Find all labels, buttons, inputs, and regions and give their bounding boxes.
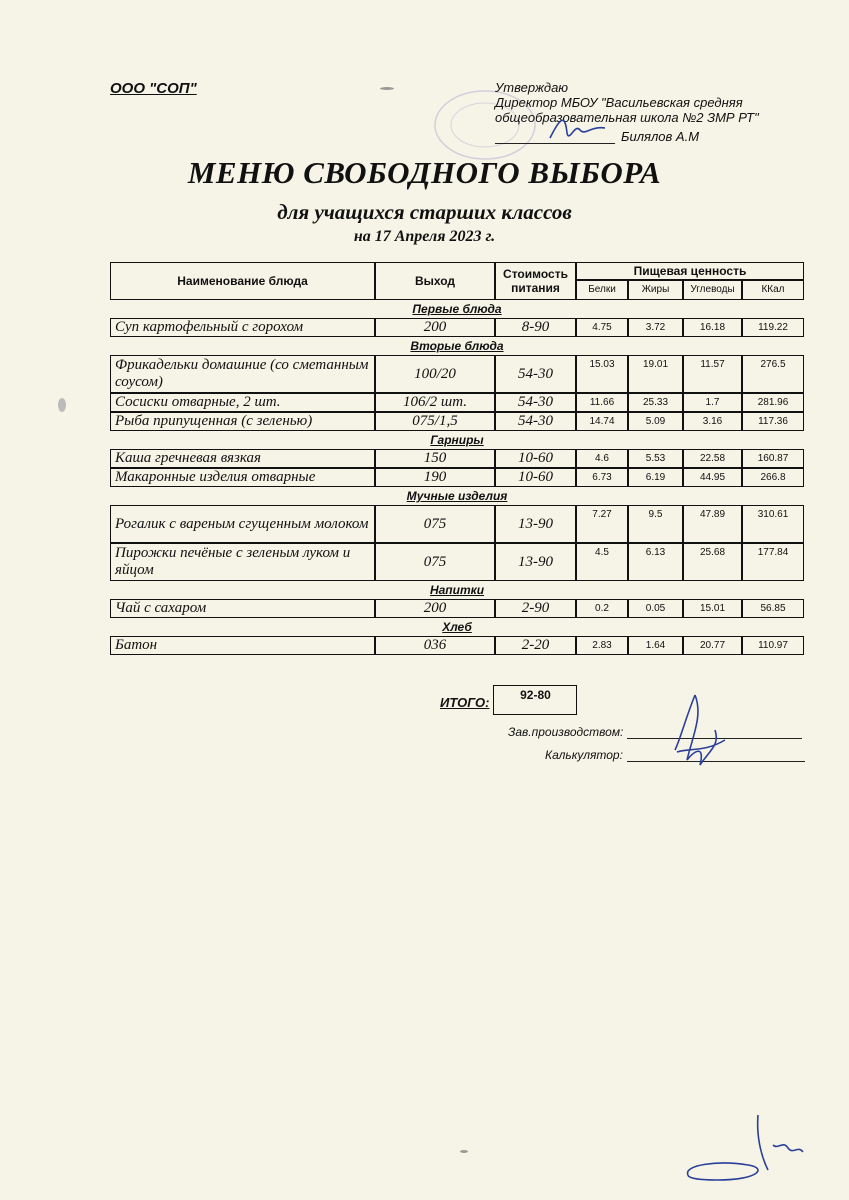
- header-name: Наименование блюда: [110, 262, 375, 300]
- cell-output: 100/20: [375, 355, 495, 393]
- section-title: Первые блюда: [412, 302, 502, 316]
- cell-output: 150: [375, 449, 495, 468]
- cell-fats: 19.01: [628, 355, 683, 393]
- table-row: [110, 599, 804, 618]
- cell-name: Рогалик с вареным сгущенным молоком: [110, 505, 375, 543]
- cell-proteins: 2.83: [576, 636, 628, 655]
- approval-signer: Билялов А.М: [621, 129, 700, 144]
- table-row: [110, 543, 804, 581]
- total-block: [440, 685, 577, 715]
- cell-carbs: 25.68: [683, 543, 742, 581]
- cell-proteins: 4.75: [576, 318, 628, 337]
- table-row: [110, 393, 804, 412]
- cell-proteins: 6.73: [576, 468, 628, 487]
- cell-output: 190: [375, 468, 495, 487]
- cell-carbs: 3.16: [683, 412, 742, 431]
- cell-proteins: 11.66: [576, 393, 628, 412]
- header-kcal: ККал: [742, 280, 804, 300]
- header-output: Выход: [375, 262, 495, 300]
- cell-price: 2-90: [495, 599, 576, 618]
- cell-fats: 0.05: [628, 599, 683, 618]
- chef-signature-icon: [665, 690, 735, 780]
- cell-fats: 5.09: [628, 412, 683, 431]
- total-value: 92-80: [493, 685, 577, 715]
- cell-name: Чай с сахаром: [110, 599, 375, 618]
- cell-fats: 25.33: [628, 393, 683, 412]
- cell-carbs: 15.01: [683, 599, 742, 618]
- chef-label: Зав.производством:: [508, 725, 624, 739]
- organization-name: ООО "СОП": [110, 80, 197, 97]
- cell-name: Пирожки печёные с зеленым луком и яйцом: [110, 543, 375, 581]
- table-body: [110, 300, 804, 655]
- menu-table: [110, 262, 804, 655]
- cell-kcal: 281.96: [742, 393, 804, 412]
- approval-line-2: Директор МБОУ "Васильевская средняя: [495, 95, 743, 110]
- cell-fats: 9.5: [628, 505, 683, 543]
- cell-price: 13-90: [495, 505, 576, 543]
- cell-name: Сосиски отварные, 2 шт.: [110, 393, 375, 412]
- cell-proteins: 0.2: [576, 599, 628, 618]
- cell-proteins: 4.6: [576, 449, 628, 468]
- cell-name: Суп картофельный с горохом: [110, 318, 375, 337]
- cell-carbs: 20.77: [683, 636, 742, 655]
- scan-speck: [380, 87, 394, 90]
- cell-name: Батон: [110, 636, 375, 655]
- cell-output: 075: [375, 543, 495, 581]
- cell-kcal: 110.97: [742, 636, 804, 655]
- cell-price: 13-90: [495, 543, 576, 581]
- approval-block: [495, 80, 775, 144]
- cell-output: 075: [375, 505, 495, 543]
- cell-kcal: 310.61: [742, 505, 804, 543]
- table-row: [110, 468, 804, 487]
- cell-carbs: 44.95: [683, 468, 742, 487]
- cell-fats: 1.64: [628, 636, 683, 655]
- cell-kcal: 160.87: [742, 449, 804, 468]
- cell-price: 54-30: [495, 393, 576, 412]
- cell-price: 8-90: [495, 318, 576, 337]
- table-row: [110, 355, 804, 393]
- cell-kcal: 117.36: [742, 412, 804, 431]
- page-title: МЕНЮ СВОБОДНОГО ВЫБОРА: [187, 155, 662, 190]
- cell-name: Каша гречневая вязкая: [110, 449, 375, 468]
- cell-output: 200: [375, 599, 495, 618]
- cell-carbs: 1.7: [683, 393, 742, 412]
- cell-price: 10-60: [495, 449, 576, 468]
- table-row: [110, 449, 804, 468]
- cell-name: Рыба припущенная (с зеленью): [110, 412, 375, 431]
- cell-carbs: 47.89: [683, 505, 742, 543]
- cell-price: 10-60: [495, 468, 576, 487]
- director-signature-icon: [545, 108, 615, 148]
- cell-proteins: 7.27: [576, 505, 628, 543]
- cell-kcal: 119.22: [742, 318, 804, 337]
- approval-line-3: общеобразовательная школа №2 ЗМР РТ": [495, 110, 759, 125]
- approval-line-1: Утверждаю: [495, 80, 569, 95]
- cell-proteins: 14.74: [576, 412, 628, 431]
- cell-name: Фрикадельки домашние (со сметанным соусом): [110, 355, 375, 393]
- header-proteins: Белки: [576, 280, 628, 300]
- cell-kcal: 276.5: [742, 355, 804, 393]
- header-nutrition: Пищевая ценность: [576, 262, 804, 280]
- cell-fats: 5.53: [628, 449, 683, 468]
- table-row: [110, 412, 804, 431]
- page-subtitle: для учащихся старших классов: [277, 200, 572, 224]
- cell-output: 200: [375, 318, 495, 337]
- cell-price: 54-30: [495, 355, 576, 393]
- cell-fats: 6.13: [628, 543, 683, 581]
- table-row: [110, 318, 804, 337]
- section-title: Хлеб: [442, 620, 472, 634]
- menu-date: на 17 Апреля 2023 г.: [353, 228, 496, 245]
- cell-proteins: 4.5: [576, 543, 628, 581]
- scan-speck: [460, 1150, 468, 1153]
- header-price: Стоимость питания: [495, 262, 576, 300]
- scan-speck: [58, 398, 66, 412]
- calculator-label: Калькулятор:: [545, 748, 623, 762]
- cell-fats: 6.19: [628, 468, 683, 487]
- cell-carbs: 11.57: [683, 355, 742, 393]
- cell-name: Макаронные изделия отварные: [110, 468, 375, 487]
- cell-proteins: 15.03: [576, 355, 628, 393]
- section-title: Гарниры: [430, 433, 484, 447]
- bottom-signature-icon: [678, 1110, 818, 1190]
- cell-kcal: 266.8: [742, 468, 804, 487]
- cell-output: 036: [375, 636, 495, 655]
- table-header: [110, 262, 804, 300]
- section-title: Мучные изделия: [406, 489, 508, 503]
- cell-output: 106/2 шт.: [375, 393, 495, 412]
- total-label: ИТОГО:: [440, 695, 490, 710]
- table-row: [110, 636, 804, 655]
- cell-kcal: 177.84: [742, 543, 804, 581]
- section-title: Вторые блюда: [410, 339, 504, 353]
- cell-fats: 3.72: [628, 318, 683, 337]
- section-title: Напитки: [429, 583, 485, 597]
- header-fats: Жиры: [628, 280, 683, 300]
- header-carbs: Углеводы: [683, 280, 742, 300]
- cell-carbs: 16.18: [683, 318, 742, 337]
- cell-kcal: 56.85: [742, 599, 804, 618]
- table-row: [110, 505, 804, 543]
- cell-output: 075/1,5: [375, 412, 495, 431]
- cell-price: 2-20: [495, 636, 576, 655]
- cell-carbs: 22.58: [683, 449, 742, 468]
- chef-signature-row: [508, 725, 802, 739]
- cell-price: 54-30: [495, 412, 576, 431]
